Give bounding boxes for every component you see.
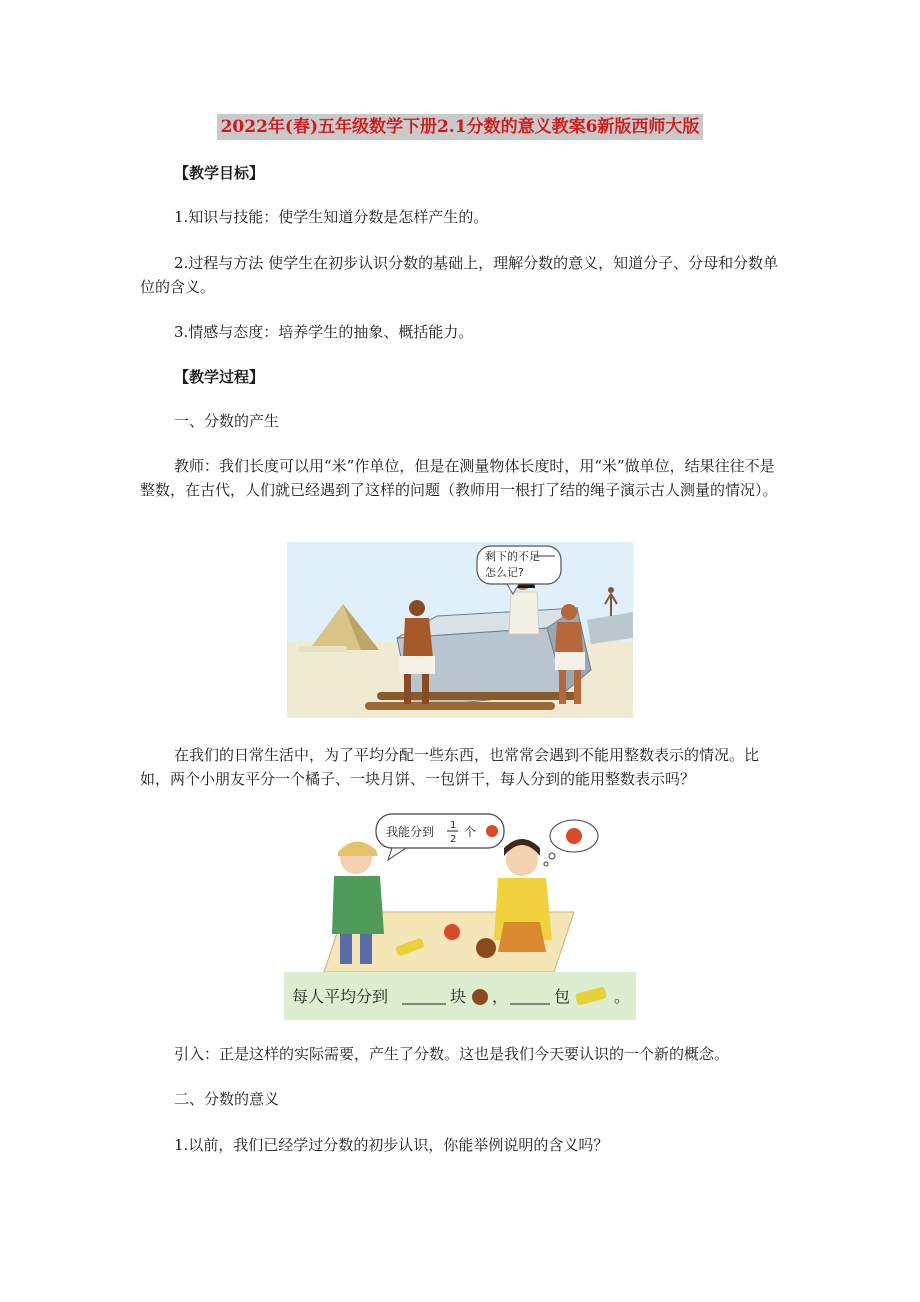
title-text: 2022年(春)五年级数学下册2.1分数的意义教案6新版西师大版 [217, 114, 704, 140]
speech-line-2: 怎么记? [485, 566, 524, 579]
part1-heading: 一、分数的产生 [174, 412, 280, 430]
children-sharing-illustration [284, 812, 636, 1020]
caption-part-e: 。 [614, 987, 631, 1006]
teacher-paragraph: 教师：我们长度可以用“米”作单位，但是在测量物体长度时，用“米”做单位，结果往往不是整数，在古代，人们就已经遇到了这样的问题（教师用一根打了结的绳子演示古人测量的情况）。 [140, 457, 778, 499]
part2-heading: 二、分数的意义 [174, 1090, 280, 1108]
process-heading: 【教学过程】 [174, 368, 265, 386]
intro-paragraph: 引入：正是这样的实际需要，产生了分数。这也是我们今天要认识的一个新的概念。 [174, 1045, 730, 1063]
speech-line-1: 剩下的不足 [485, 550, 540, 563]
fraction-denominator: 2 [450, 834, 457, 845]
speech-suffix: 个 [464, 825, 477, 839]
caption-part-a: 每人平均分到 [292, 987, 389, 1006]
document-title [0, 112, 920, 137]
goal-1: 1.知识与技能：使学生知道分数是怎样产生的。 [174, 208, 489, 226]
daily-life-paragraph: 在我们的日常生活中，为了平均分配一些东西，也常常会遇到不能用整数表示的情况。比如，两个小朋友平分一个橘子、一块月饼、一包饼干，每人分到的能用整数表示吗？ [140, 746, 760, 788]
ancient-measuring-illustration [287, 542, 633, 718]
goal-3: 3.情感与态度：培养学生的抽象、概括能力。 [174, 323, 474, 341]
goals-heading: 【教学目标】 [174, 164, 265, 182]
speech-prefix: 我能分到 [386, 825, 435, 839]
caption-part-c: ， [492, 987, 509, 1006]
question-1: 1.以前，我们已经学过分数的初步认识，你能举例说明的含义吗？ [174, 1136, 609, 1154]
caption-part-d: 包 [554, 987, 571, 1006]
fraction-numerator: 1 [450, 820, 457, 831]
goal-2: 2.过程与方法 使学生在初步认识分数的基础上，理解分数的意义，知道分子、分母和分数单位的含义。 [140, 254, 779, 296]
caption-part-b: 块 [450, 987, 467, 1006]
